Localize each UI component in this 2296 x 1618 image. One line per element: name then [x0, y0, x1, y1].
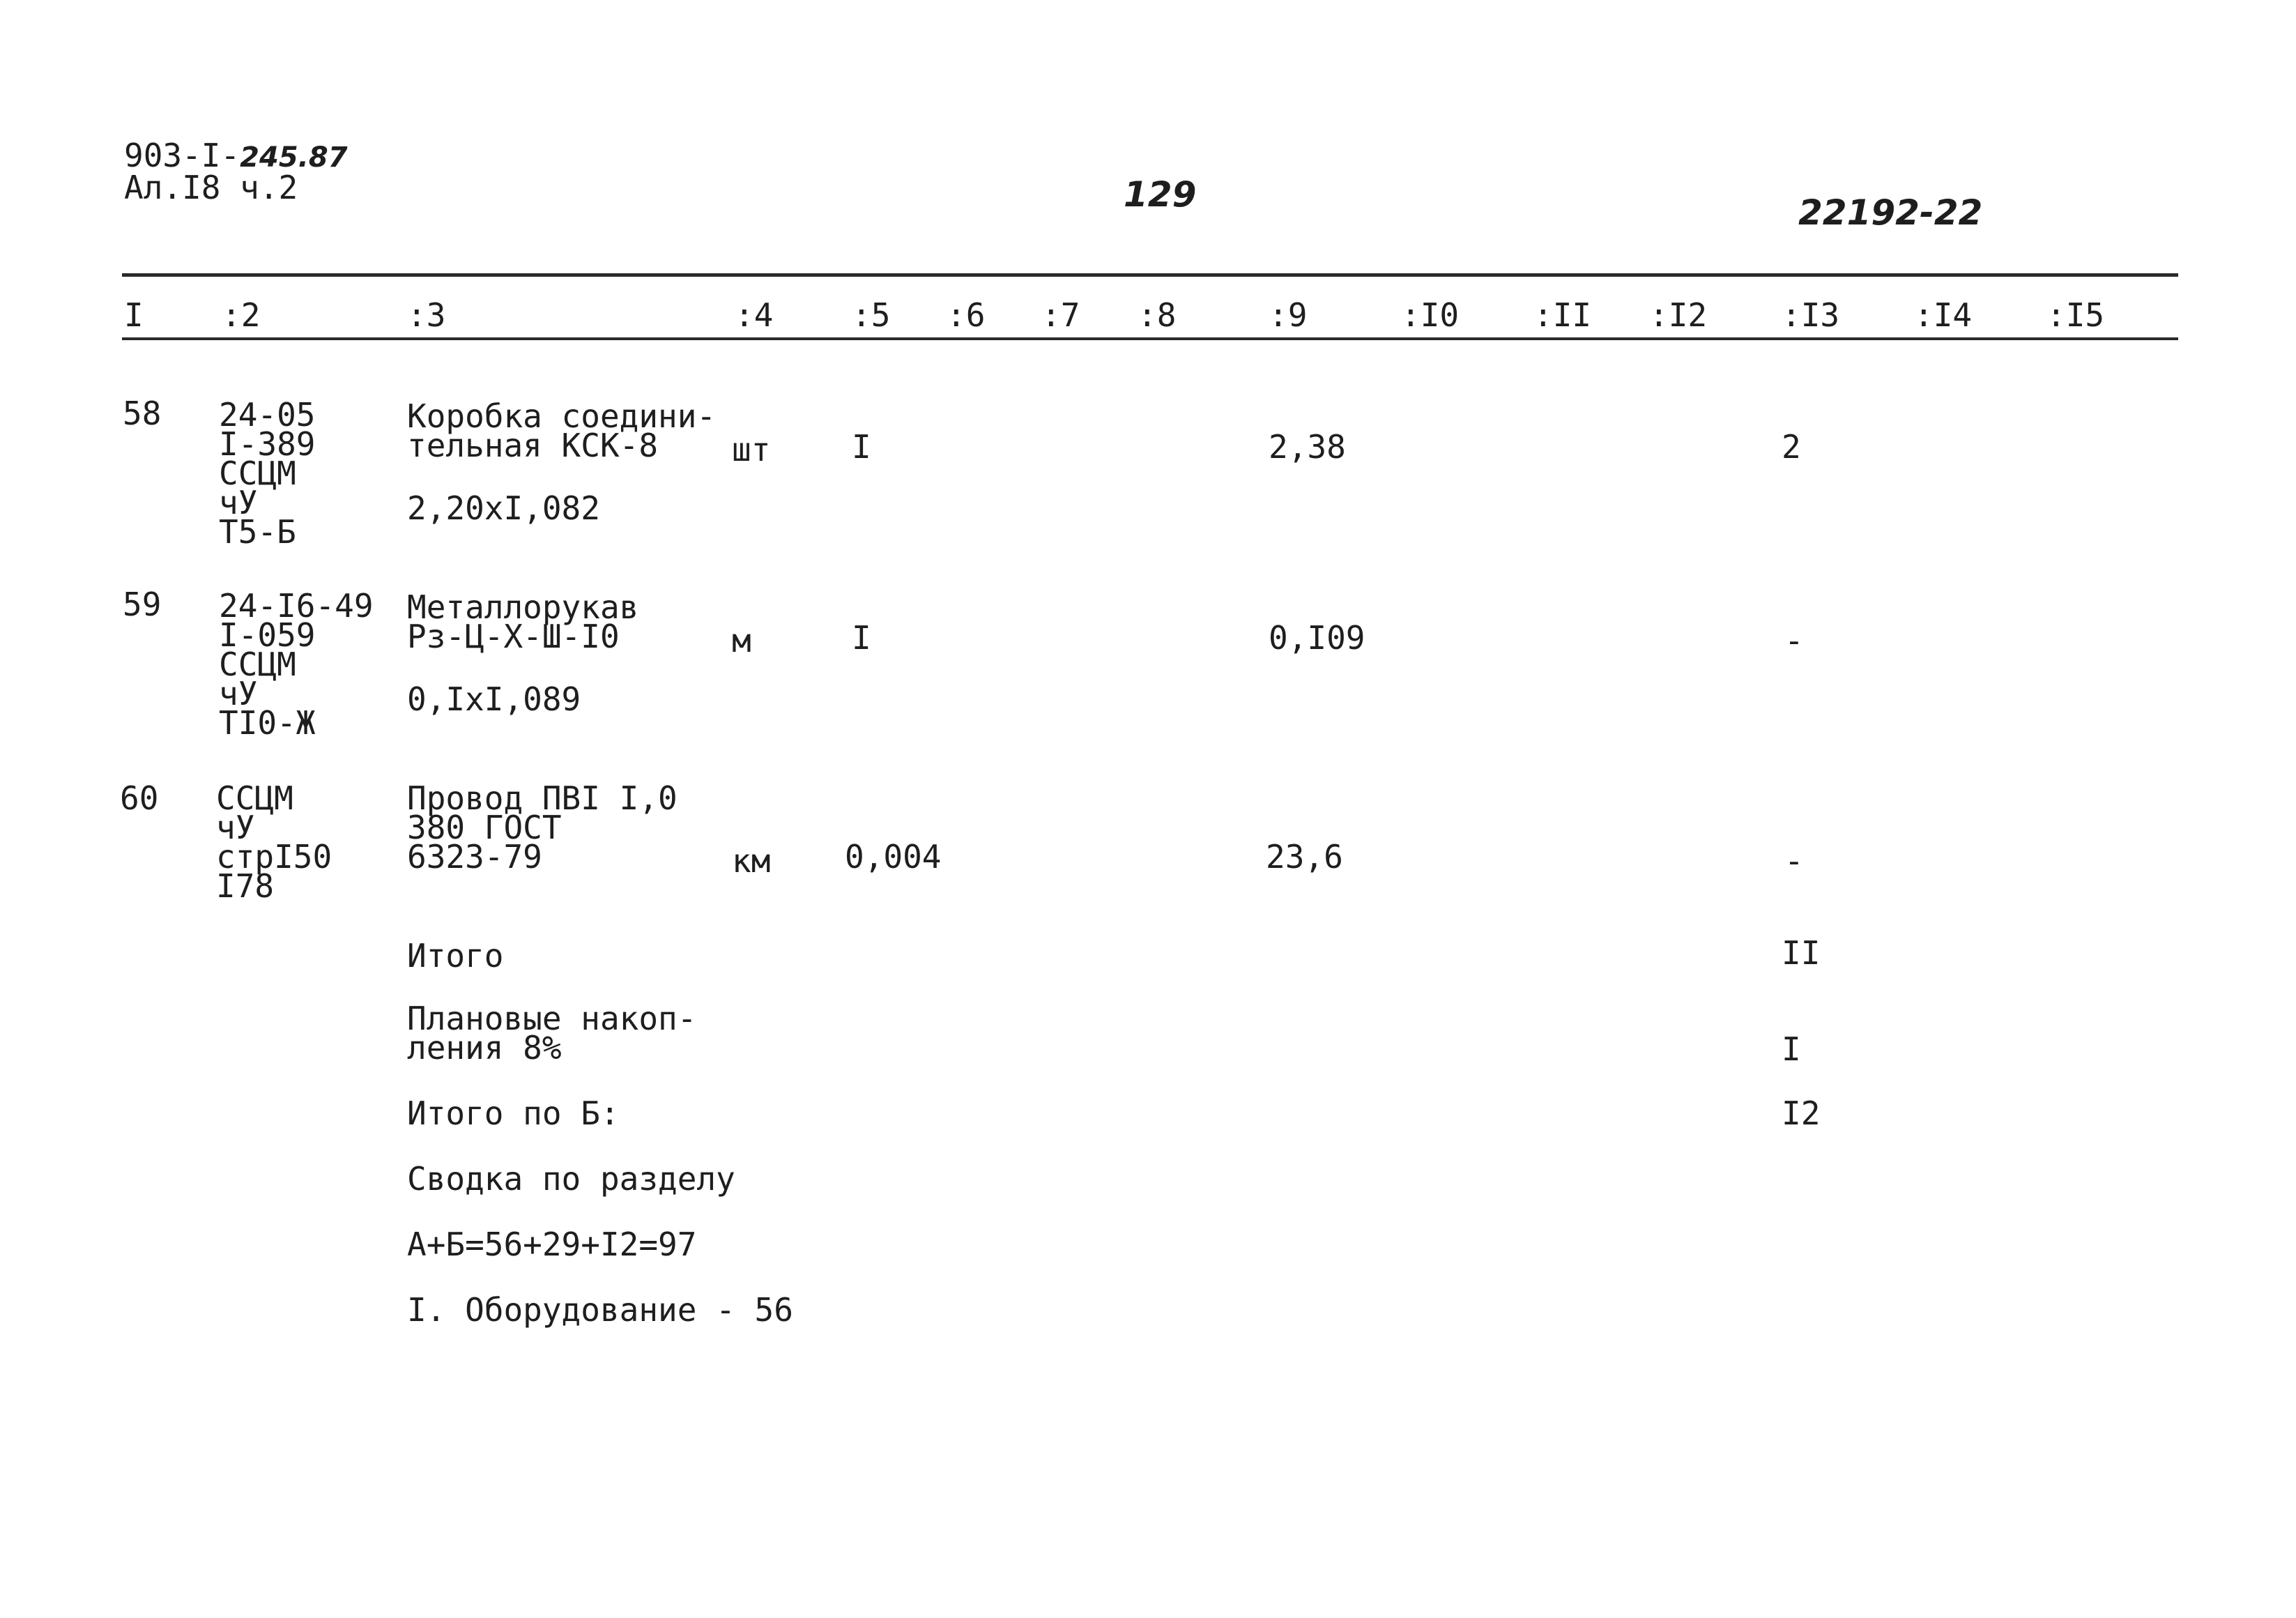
code-line: I-389: [219, 425, 316, 463]
row-total: -: [1784, 622, 1804, 659]
row-unit: км: [732, 842, 771, 880]
code-line: чУ: [219, 484, 258, 521]
name-line: тельная КСК-8: [407, 427, 659, 464]
name-line: 380 ГОСТ: [407, 809, 562, 846]
column-header-12: :I2: [1649, 296, 1708, 334]
summary-equipment: I. Оборудование - 56: [407, 1291, 793, 1329]
column-header-8: :8: [1138, 296, 1177, 334]
row-price: 0,I09: [1269, 619, 1365, 657]
plan-label-line: ления 8%: [407, 1029, 562, 1067]
column-header-4: :4: [735, 296, 774, 334]
code-line: ТI0-Ж: [219, 704, 316, 742]
row-number: 60: [120, 779, 159, 817]
code-line: 24-05: [219, 396, 316, 434]
summary-section-title: Сводка по разделу: [407, 1160, 735, 1198]
row-quantity: I: [852, 428, 871, 466]
table-header-rule: [122, 337, 2178, 340]
row-number: 59: [123, 586, 162, 623]
column-header-13: :I3: [1782, 296, 1840, 334]
summary-itogo-label: Итого: [407, 937, 504, 975]
summary-formula: А+Б=56+29+I2=97: [407, 1226, 697, 1263]
table-top-rule: [122, 273, 2178, 277]
plan-label-line: Плановые накоп-: [407, 1000, 697, 1037]
column-header-10: :I0: [1401, 296, 1460, 334]
code-line: I78: [216, 867, 275, 905]
code-line: чУ: [216, 809, 255, 846]
row-total: 2: [1782, 428, 1801, 466]
summary-plan-label: [407, 1000, 697, 1067]
row-formula: 2,20хI,082: [407, 489, 600, 527]
row-price: 23,6: [1266, 838, 1343, 876]
row-name: [407, 779, 678, 876]
column-header-3: :3: [407, 296, 446, 334]
column-header-2: :2: [222, 296, 261, 334]
column-header-15: :I5: [2046, 296, 2105, 334]
column-header-6: :6: [947, 296, 986, 334]
name-line: Коробка соедини-: [407, 397, 717, 435]
row-formula: 0,IхI,089: [407, 680, 581, 718]
column-header-11: :II: [1533, 296, 1592, 334]
column-header-7: :7: [1041, 296, 1080, 334]
code-line: ССЦМ: [219, 455, 296, 492]
summary-itogo-b-label: Итого по Б:: [407, 1094, 620, 1132]
code-line: чУ: [219, 675, 258, 712]
summary-itogo-b-value: I2: [1782, 1094, 1821, 1132]
name-line: Металлорукав: [407, 588, 639, 626]
code-line: ССЦМ: [216, 779, 293, 817]
row-quantity: 0,004: [845, 838, 942, 876]
code-line: стрI50: [216, 838, 332, 876]
row-name: [407, 397, 717, 464]
row-code: [219, 396, 316, 551]
row-code: [219, 587, 374, 742]
row-unit: м: [732, 622, 751, 659]
code-line: 24-I6-49: [219, 587, 374, 625]
code-line: I-059: [219, 616, 316, 654]
document-code-printed: 903-I-: [124, 137, 240, 174]
summary-itogo-value: II: [1782, 934, 1821, 972]
row-quantity: I: [852, 619, 871, 657]
row-code: [216, 779, 332, 905]
row-unit: шт: [732, 431, 771, 468]
name-line: 6323-79: [407, 838, 542, 876]
document-code-handwritten: 245.87: [240, 142, 348, 174]
row-name: [407, 588, 639, 655]
column-header-1: I: [124, 296, 144, 334]
code-line: ССЦМ: [219, 646, 296, 683]
row-number: 58: [123, 395, 162, 432]
column-header-14: :I4: [1914, 296, 1973, 334]
sheet-reference: Ал.I8 ч.2: [124, 169, 298, 206]
column-header-9: :9: [1269, 296, 1308, 334]
summary-plan-value: I: [1782, 1030, 1801, 1068]
name-line: Провод ПВI I,0: [407, 779, 678, 817]
row-price: 2,38: [1269, 428, 1346, 466]
column-header-5: :5: [852, 296, 891, 334]
code-line: Т5-Б: [219, 513, 296, 551]
name-line: Рз-Ц-Х-Ш-I0: [407, 618, 620, 655]
page-number: 129: [1124, 174, 1197, 215]
archive-number: 22192-22: [1798, 192, 1983, 233]
row-total: -: [1784, 842, 1804, 880]
